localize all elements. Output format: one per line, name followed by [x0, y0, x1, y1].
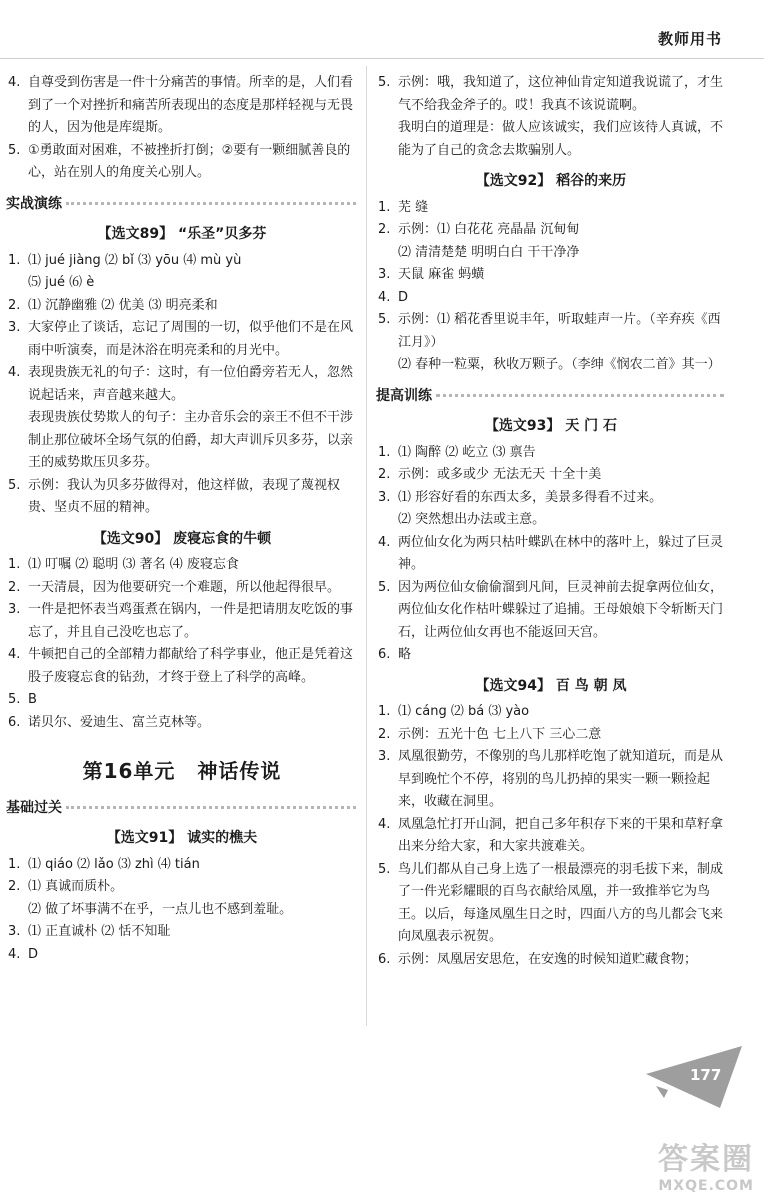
answer-number: 3.: [8, 602, 21, 617]
answer-text: 示例：⑴ 白花花 亮晶晶 沉甸甸: [398, 222, 580, 237]
section-title: 基础过关: [6, 799, 62, 816]
running-header: 教师用书: [657, 30, 722, 48]
answer-number: 1.: [8, 252, 21, 268]
answer-subline: ⑵ 突然想出办法或主意。: [398, 512, 546, 527]
answer-item: [378, 464, 724, 487]
answer-number: 1.: [378, 199, 391, 215]
answer-number: 6.: [378, 647, 391, 662]
answer-item: [378, 197, 724, 220]
page-number: 177: [690, 1066, 722, 1084]
answer-number: 1.: [378, 704, 391, 719]
unit-name: 神话传说: [197, 759, 282, 783]
answer-number: 1.: [8, 856, 21, 872]
answer-text: ⑴ 形容好看的东西太多，美景多得看不过来。: [398, 489, 663, 505]
answer-text: D: [398, 289, 409, 305]
answer-text: 凤凰急忙打开山洞，把自己多年积存下来的干果和草籽拿出来分给大家，和大家共渡难关。: [398, 816, 724, 854]
answer-number: 5.: [378, 579, 391, 595]
answer-number: 2.: [8, 879, 21, 894]
answer-item: [8, 140, 356, 185]
section-heading: [6, 193, 356, 216]
unit-number: 第16单元: [82, 759, 176, 783]
answer-item: [378, 859, 724, 949]
answer-number: 2.: [378, 726, 391, 742]
answer-item: [378, 724, 724, 747]
answer-number: 6.: [378, 951, 391, 967]
answer-item: [378, 219, 724, 242]
answer-item: [8, 72, 356, 140]
page-number-badge: [646, 1046, 756, 1126]
section-title: 实战演练: [6, 195, 62, 212]
section-dotted-rule: [66, 806, 356, 809]
answer-text: 自尊受到伤害是一件十分痛苦的事情。所幸的是，人们看到了一个对挫折和痛苦所表现出的态度是那样轻视与无畏的人，因为他是库缇斯。: [28, 75, 354, 135]
article-title: 【选文90】 废寝忘食的牛顿: [92, 530, 272, 547]
answer-number: 3.: [378, 749, 391, 764]
page-badge-shape: [646, 1046, 756, 1126]
watermark-url: MXQE.COM: [658, 1178, 754, 1194]
answer-item: [378, 746, 724, 814]
answer-item: [378, 814, 724, 859]
section-dotted-rule: [436, 394, 724, 397]
answer-number: 3.: [378, 489, 391, 505]
answer-item: [378, 487, 724, 510]
answer-number: 4.: [378, 289, 391, 305]
answer-text: 鸟儿们都从自己身上选了一根最漂亮的羽毛拔下来，制成了一件光彩耀眼的百鸟衣献给凤凰，并一致推举它为鸟王。以后，每逢凤凰生日之时，四面八方的鸟儿都会飞来向凤凰表示祝贺。: [398, 861, 724, 944]
answer-text: 一天清晨，因为他要研究一个难题，所以他起得很早。: [28, 579, 341, 595]
answer-number: 2.: [8, 579, 21, 595]
answer-number: 5.: [8, 692, 21, 707]
answer-item: [8, 944, 356, 967]
answer-text: 示例：哦，我知道了，这位神仙肯定知道我说谎了，才生气不给我金斧子的。哎！我真不该说谎啊。: [398, 75, 724, 113]
answer-item: [378, 309, 724, 354]
right-column: [378, 72, 724, 971]
answer-item: [8, 921, 356, 944]
answer-number: 2.: [8, 297, 21, 313]
answer-number: 5.: [378, 75, 391, 90]
answer-number: 5.: [378, 312, 391, 327]
answer-item: [378, 264, 724, 287]
answer-number: 5.: [8, 477, 21, 493]
article-title: 【选文92】 稻谷的来历: [475, 173, 627, 189]
answer-text: 大家停止了谈话，忘记了周围的一切，似乎他们不是在风雨中听演奏，而是沐浴在明亮柔和的月光中。: [28, 320, 354, 358]
article-title: 【选文89】 “乐圣”贝多芬: [97, 226, 267, 242]
answer-text: B: [28, 692, 37, 707]
answer-item: [378, 701, 724, 724]
answer-text: 天鼠 麻雀 蚂蟥: [398, 267, 485, 282]
answer-number: 2.: [378, 222, 391, 237]
answer-text: 牛顿把自己的全部精力都献给了科学事业，他正是凭着这股子废寝忘食的钻劲，才终于登上了科学的高峰。: [28, 647, 354, 685]
answer-item: [378, 287, 724, 310]
answer-number: 3.: [8, 320, 21, 335]
answer-item: [8, 644, 356, 689]
answer-item: [8, 599, 356, 644]
answer-text: 示例：我认为贝多芬做得对，他这样做，表现了蔑视权贵、坚贞不屈的精神。: [28, 477, 341, 515]
answer-number: 1.: [378, 444, 391, 460]
answer-text: 示例：五光十色 七上八下 三心二意: [398, 726, 602, 742]
answer-number: 1.: [8, 557, 21, 572]
answer-number: 2.: [378, 467, 391, 482]
answer-item: [378, 442, 724, 465]
answer-text: ⑴ jué jiàng ⑵ bǐ ⑶ yōu ⑷ mù yù: [28, 252, 242, 268]
answer-item: [8, 475, 356, 520]
answer-text: 两位仙女化为两只枯叶蝶趴在林中的落叶上，躲过了巨灵神。: [398, 534, 724, 572]
answer-item: [8, 295, 356, 318]
answer-number: 3.: [378, 267, 391, 282]
answer-item: [8, 689, 356, 712]
answer-text: 诺贝尔、爱迪生、富兰克林等。: [28, 714, 211, 730]
answer-text: 略: [398, 647, 412, 662]
watermark-logo: 答案圈: [658, 1142, 754, 1177]
section-title: 提高训练: [376, 387, 432, 404]
answer-item: [8, 362, 356, 407]
article-title: 【选文94】 百 鸟 朝 凤: [475, 677, 627, 694]
page-badge-corner: [656, 1086, 668, 1098]
answer-subline: ⑵ 清清楚楚 明明白白 干干净净: [398, 244, 580, 260]
answer-extra: 我明白的道理是：做人应该诚实，我们应该待人真诚，不能为了自己的贪念去欺骗别人。: [398, 120, 724, 158]
answer-item: [8, 876, 356, 899]
answer-number: 4.: [8, 75, 21, 90]
answer-text: ⑴ 正直诚朴 ⑵ 恬不知耻: [28, 924, 171, 939]
answer-text: 芜 缝: [398, 199, 429, 215]
answer-item: [8, 712, 356, 735]
section-heading: [6, 797, 356, 820]
answer-subline: ⑵ 春种一粒粟，秋收万颗子。（李绅《悯农二首》其一）: [398, 357, 721, 372]
answer-extra: 表现贵族仗势欺人的句子：主办音乐会的亲王不但不干涉制止那位破坏全场气氛的伯爵，却大声训斥贝多芬，以亲王的威势欺压贝多芬。: [28, 410, 354, 470]
answer-item: [8, 577, 356, 600]
answer-text: ⑴ 叮嘱 ⑵ 聪明 ⑶ 著名 ⑷ 废寝忘食: [28, 557, 239, 572]
answer-subline: ⑸ jué ⑹ è: [28, 275, 95, 290]
article-title: 【选文91】 诚实的樵夫: [106, 830, 258, 846]
answer-text: 一件是把怀表当鸡蛋煮在锅内，一件是把请朋友吃饭的事忘了，并且自己没吃也忘了。: [28, 602, 354, 640]
answer-item: [8, 854, 356, 877]
left-column: [8, 72, 356, 966]
article-title: 【选文93】 天 门 石: [484, 418, 618, 434]
answer-text: ⑴ 沉静幽雅 ⑵ 优美 ⑶ 明亮柔和: [28, 297, 218, 313]
answer-text: ⑴ qiáo ⑵ lǎo ⑶ zhì ⑷ tián: [28, 856, 200, 872]
answer-text: ⑴ 真诚而质朴。: [28, 879, 124, 894]
answer-number: 3.: [8, 924, 21, 939]
answer-text: 示例：凤凰居安思危，在安逸的时候知道贮藏食物；: [398, 951, 698, 967]
answer-number: 4.: [378, 816, 391, 832]
answer-number: 6.: [8, 714, 21, 730]
answer-text: 因为两位仙女偷偷溜到凡间，巨灵神前去捉拿两位仙女，两位仙女化作枯叶蝶躲过了追捕。王母娘娘下令斩断天门石，让两位仙女再也不能返回天宫。: [398, 579, 724, 640]
answer-number: 4.: [8, 365, 21, 380]
watermark: [658, 1134, 754, 1194]
answer-number: 4.: [8, 946, 21, 962]
answer-text: D: [28, 946, 39, 962]
answer-number: 4.: [378, 534, 391, 550]
answer-text: ①勇敢面对困难，不被挫折打倒；②要有一颗细腻善良的心，站在别人的角度关心别人。: [28, 142, 351, 180]
answer-item: [378, 644, 724, 667]
answer-text: ⑴ cáng ⑵ bá ⑶ yào: [398, 704, 530, 719]
answer-item: [8, 317, 356, 362]
answer-text: 示例：或多或少 无法无天 十全十美: [398, 467, 602, 482]
section-dotted-rule: [66, 202, 356, 205]
answer-item: [378, 949, 724, 972]
answer-text: 表现贵族无礼的句子：这时，有一位伯爵旁若无人，忽然说起话来，声音越来越大。: [28, 365, 354, 403]
answer-text: ⑴ 陶醉 ⑵ 屹立 ⑶ 禀告: [398, 444, 536, 460]
section-heading: [376, 385, 724, 408]
answer-text: 示例：⑴ 稻花香里说丰年，听取蛙声一片。（辛弃疾《西江月》）: [398, 312, 721, 350]
header-rule: [0, 58, 764, 59]
unit-heading: [8, 760, 356, 783]
answer-number: 5.: [8, 142, 21, 158]
answer-item: [378, 577, 724, 645]
answer-item: [378, 532, 724, 577]
answer-item: [8, 250, 356, 273]
answer-text: 凤凰很勤劳，不像别的鸟儿那样吃饱了就知道玩，而是从早到晚忙个不停，将别的鸟儿扔掉的果实一颗一颗捡起来，收藏在洞里。: [398, 749, 724, 809]
answer-item: [8, 554, 356, 577]
column-divider: [366, 66, 367, 1026]
answer-number: 5.: [378, 861, 391, 877]
answer-item: [378, 72, 724, 117]
answer-subline: ⑵ 做了坏事满不在乎，一点儿也不感到羞耻。: [28, 901, 293, 917]
answer-number: 4.: [8, 647, 21, 662]
